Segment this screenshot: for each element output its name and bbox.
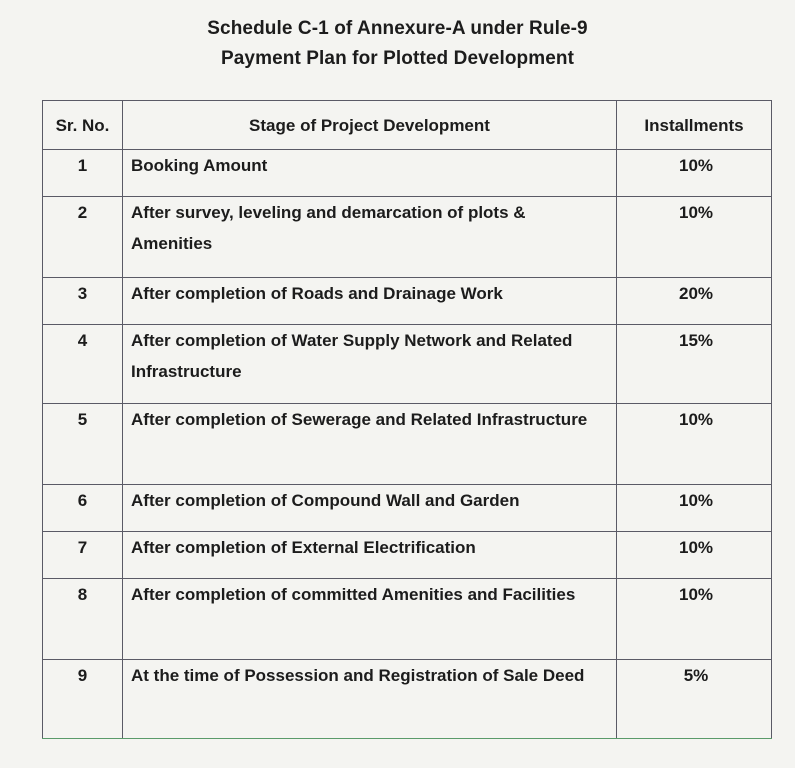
table-row [43, 485, 772, 532]
header-sr-no: Sr. No. [43, 101, 123, 150]
cell-sr-no: 8 [43, 579, 123, 660]
title-line-2: Payment Plan for Plotted Development [220, 48, 575, 69]
cell-sr-no: 2 [43, 197, 123, 278]
cell-sr-no: 9 [43, 660, 123, 739]
cell-stage: After completion of committed Amenities and Facilities [123, 579, 617, 660]
payment-plan-table [42, 100, 772, 739]
cell-installment: 5% [617, 660, 772, 739]
header-stage: Stage of Project Development [123, 101, 617, 150]
cell-installment: 15% [617, 325, 772, 404]
cell-stage: After completion of External Electrification [123, 532, 617, 579]
cell-installment: 10% [617, 485, 772, 532]
table-row [43, 660, 772, 739]
cell-sr-no: 7 [43, 532, 123, 579]
cell-stage: Booking Amount [123, 150, 617, 197]
cell-sr-no: 3 [43, 278, 123, 325]
cell-installment: 10% [617, 404, 772, 485]
table-row [43, 278, 772, 325]
title-line-1: Schedule C-1 of Annexure-A under Rule-9 [207, 18, 588, 39]
cell-sr-no: 5 [43, 404, 123, 485]
cell-sr-no: 6 [43, 485, 123, 532]
cell-sr-no: 1 [43, 150, 123, 197]
table-row [43, 325, 772, 404]
cell-installment: 20% [617, 278, 772, 325]
table-row [43, 404, 772, 485]
cell-stage: After completion of Roads and Drainage Work [123, 278, 617, 325]
cell-installment: 10% [617, 579, 772, 660]
cell-stage: After survey, leveling and demarcation of plots & Amenities [123, 197, 617, 278]
document-title [0, 14, 795, 74]
cell-stage: After completion of Water Supply Network and Related Infrastructure [123, 325, 617, 404]
cell-installment: 10% [617, 197, 772, 278]
header-installments: Installments [617, 101, 772, 150]
table-row [43, 579, 772, 660]
cell-installment: 10% [617, 532, 772, 579]
cell-installment: 10% [617, 150, 772, 197]
cell-stage: After completion of Sewerage and Related Infrastructure [123, 404, 617, 485]
table-row [43, 197, 772, 278]
cell-sr-no: 4 [43, 325, 123, 404]
cell-stage: At the time of Possession and Registration of Sale Deed [123, 660, 617, 739]
table-row [43, 150, 772, 197]
cell-stage: After completion of Compound Wall and Garden [123, 485, 617, 532]
table-header-row [43, 101, 772, 150]
table-row [43, 532, 772, 579]
